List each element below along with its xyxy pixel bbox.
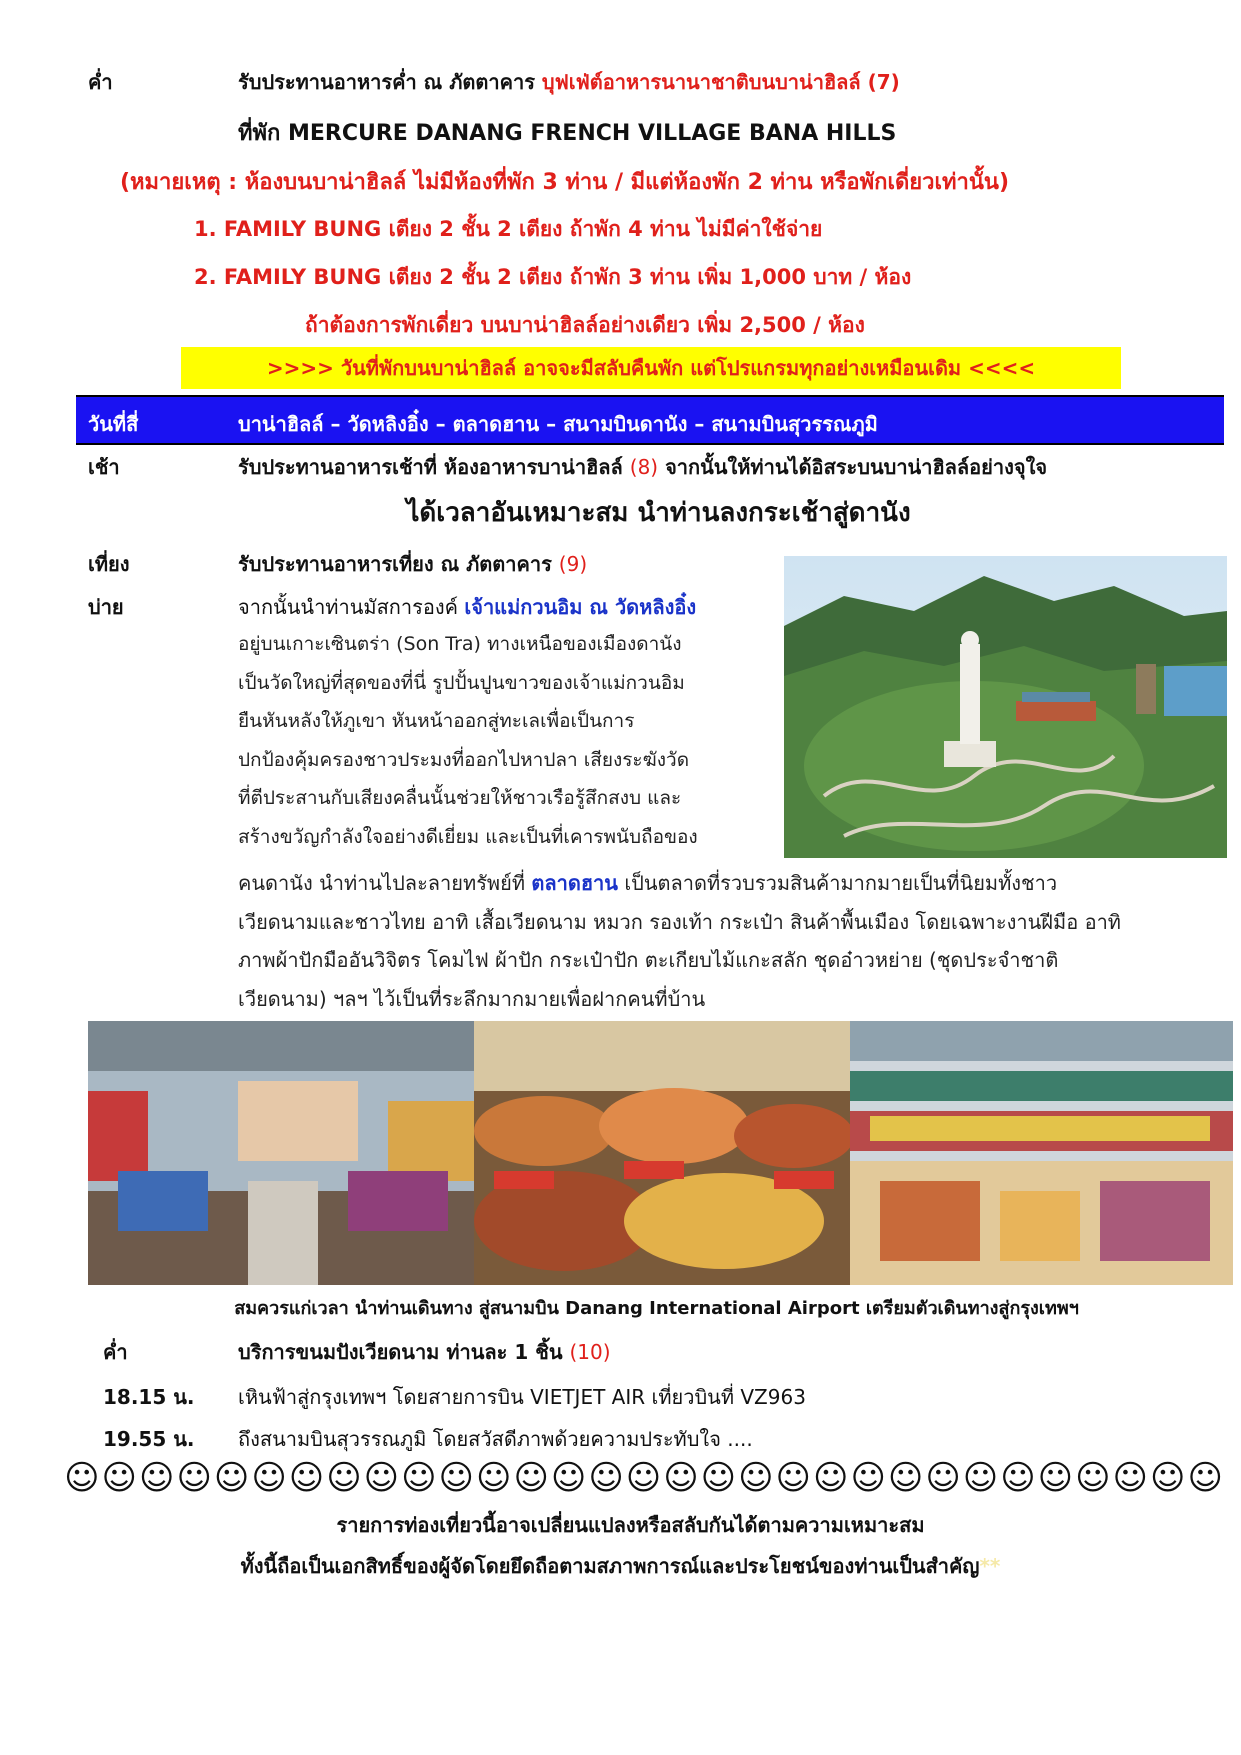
footer-text-2: ทั้งนี้ถือเป็นเอกสิทธิ์ของผู้จัดโดยยึดถือตามสภาพการณ์และประโยชน์ของท่านเป็นสำคัญ xyxy=(240,1554,980,1578)
dinner-restaurant: บุฟเฟ่ต์อาหารนานาชาติบนบาน่าฮิลล์ (7) xyxy=(541,70,900,94)
evening-desc: บริการขนมปังเวียดนาม ท่านละ 1 ชิ้น xyxy=(238,1340,570,1364)
day4-bar xyxy=(76,395,1224,445)
linh-ung-temple-photo xyxy=(784,556,1227,858)
lunch-text xyxy=(238,548,587,580)
temple-description xyxy=(238,625,768,856)
desc-line: อยู่บนเกาะเซินตร่า (Son Tra) ทางเหนือของเมืองดานัง xyxy=(238,633,682,655)
market-name: ตลาดฮาน xyxy=(531,871,618,895)
airport-transfer-text: สมควรแก่เวลา นำท่านเดินทาง สู่สนามบิน Danang International Airport เตรียมตัวเดินทางสู่กรุงเทพฯ xyxy=(234,1298,1079,1319)
afternoon-intro xyxy=(238,591,696,623)
arrival-description: ถึงสนามบินสุวรรณภูมิ โดยสวัสดีภาพด้วยความประทับใจ .... xyxy=(238,1427,753,1451)
market-intro-text: คนดานัง นำท่านไปละลายทรัพย์ที่ xyxy=(238,871,532,895)
breakfast-desc: รับประทานอาหารเช้าที่ ห้องอาหารบาน่าฮิลล์ xyxy=(238,455,630,479)
footer-line-2 xyxy=(0,1550,1241,1582)
market-intro-line xyxy=(238,864,1218,903)
evening-num: (10) xyxy=(569,1340,611,1364)
dinner-text xyxy=(238,66,900,98)
breakfast-num: (8) xyxy=(629,455,659,479)
single-room-option: ถ้าต้องการพักเดี่ยว บนบาน่าฮิลล์อย่างเดียว เพิ่ม 2,500 / ห้อง xyxy=(305,313,865,337)
breakfast-text xyxy=(238,451,1047,483)
temple-name: เจ้าแม่กวนอิม ณ วัดหลิงอิ๋ง xyxy=(464,595,697,619)
market-interior-photo xyxy=(850,1021,1233,1285)
market-description xyxy=(238,864,1218,1018)
dried-food-stall-photo xyxy=(474,1021,850,1285)
room-note: (หมายเหตุ : ห้องบนบาน่าฮิลล์ ไม่มีห้องที่พัก 3 ท่าน / มีแต่ห้องพัก 2 ท่าน หรือพักเดี่ยวเท่านั้น) xyxy=(120,170,1010,195)
cable-car-text: ได้เวลาอันเหมาะสม นำท่านลงกระเช้าสู่ดานัง xyxy=(406,498,911,528)
desc-line: ปกป้องคุ้มครองชาวประมงที่ออกไปหาปลา เสียงระฆังวัด xyxy=(238,748,690,771)
footer-text-1: รายการท่องเที่ยวนี้อาจเปลี่ยนแปลงหรือสลับกันได้ตามความเหมาะสม xyxy=(336,1513,925,1537)
lunch-label: เที่ยง xyxy=(88,552,130,576)
desc-line: ภาพผ้าปักมืออันวิจิตร โคมไฟ ผ้าปัก กระเป๋าปัก ตะเกียบไม้แกะสลัก ชุดอ๋าวหย่าย (ชุดประจำชาติ xyxy=(238,948,1059,972)
afternoon-intro-text: จากนั้นนำท่านมัสการองค์ xyxy=(238,595,465,619)
footer-stars: ** xyxy=(979,1554,1001,1578)
arrival-time: 19.55 น. xyxy=(103,1427,195,1451)
lunch-num: (9) xyxy=(558,552,588,576)
desc-line: สร้างขวัญกำลังใจอย่างดีเยี่ยม และเป็นที่เคารพนับถือของ xyxy=(238,825,698,848)
day4-route: บาน่าฮิลล์ – วัดหลิงอิ๋ง – ตลาดฮาน – สนามบินดานัง – สนามบินสุวรรณภูมิ xyxy=(238,412,878,436)
dinner-label: ค่ำ xyxy=(88,70,113,94)
room-option-2: 2. FAMILY BUNG เตียง 2 ชั้น 2 เตียง ถ้าพัก 3 ท่าน เพิ่ม 1,000 บาท / ห้อง xyxy=(194,265,912,289)
breakfast-label: เช้า xyxy=(88,455,120,479)
desc-line: เวียดนาม) ฯลฯ ไว้เป็นที่ระลึกมากมายเพื่อฝากคนที่บ้าน xyxy=(238,986,706,1011)
han-market-entrance-photo xyxy=(88,1021,474,1285)
hotel-name: ที่พัก MERCURE DANANG FRENCH VILLAGE BANA HILLS xyxy=(238,121,897,146)
room-option-1: 1. FAMILY BUNG เตียง 2 ชั้น 2 เตียง ถ้าพัก 4 ท่าน ไม่มีค่าใช้จ่าย xyxy=(194,217,823,241)
flight-description: เหินฟ้าสู่กรุงเทพฯ โดยสายการบิน VIETJET AIR เที่ยวบินที่ VZ963 xyxy=(238,1385,806,1409)
afternoon-label: บ่าย xyxy=(88,595,124,619)
breakfast-desc-2: จากนั้นให้ท่านได้อิสระบนบาน่าฮิลล์อย่างจุใจ xyxy=(658,455,1048,479)
day4-label: วันที่สี่ xyxy=(88,412,139,436)
smiley-icons: ☺☺☺☺☺☺☺☺☺☺☺☺☺☺☺☺☺☺☺☺☺☺☺☺☺☺☺☺☺☺☺ xyxy=(64,1458,1225,1498)
smiley-row xyxy=(0,1458,1241,1498)
flight-time: 18.15 น. xyxy=(103,1385,195,1409)
desc-line: เป็นวัดใหญ่ที่สุดของที่นี่ รูปปั้นปูนขาวของเจ้าแม่กวนอิม xyxy=(238,671,685,694)
evening-label: ค่ำ xyxy=(103,1340,128,1364)
lunch-desc: รับประทานอาหารเที่ยง ณ ภัตตาคาร xyxy=(238,552,559,576)
market-intro-text-2: เป็นตลาดที่รวบรวมสินค้ามากมายเป็นที่นิยมทั้งชาว xyxy=(617,871,1058,895)
swap-notice: >>>> วันที่พักบนบาน่าฮิลล์ อาจจะมีสลับคืนพัก แต่โปรแกรมทุกอย่างเหมือนเดิม <<<< xyxy=(181,347,1121,389)
airport-transfer xyxy=(0,1293,1241,1322)
desc-line: เวียดนามและชาวไทย อาทิ เสื้อเวียดนาม หมวก รองเท้า กระเป๋า สินค้าพื้นเมือง โดยเฉพาะงานฝีมือ อาทิ xyxy=(238,909,1121,934)
cable-car-line xyxy=(0,492,1241,533)
desc-line: ยืนหันหลังให้ภูเขา หันหน้าออกสู่ทะเลเพื่อเป็นการ xyxy=(238,710,635,732)
desc-line: ที่ตีประสานกับเสียงคลื่นนั้นช่วยให้ชาวเรือรู้สึกสงบ และ xyxy=(238,787,682,809)
footer-line-1 xyxy=(0,1509,1241,1541)
dinner-desc: รับประทานอาหารค่ำ ณ ภัตตาคาร xyxy=(238,70,542,94)
evening-text xyxy=(238,1336,611,1368)
